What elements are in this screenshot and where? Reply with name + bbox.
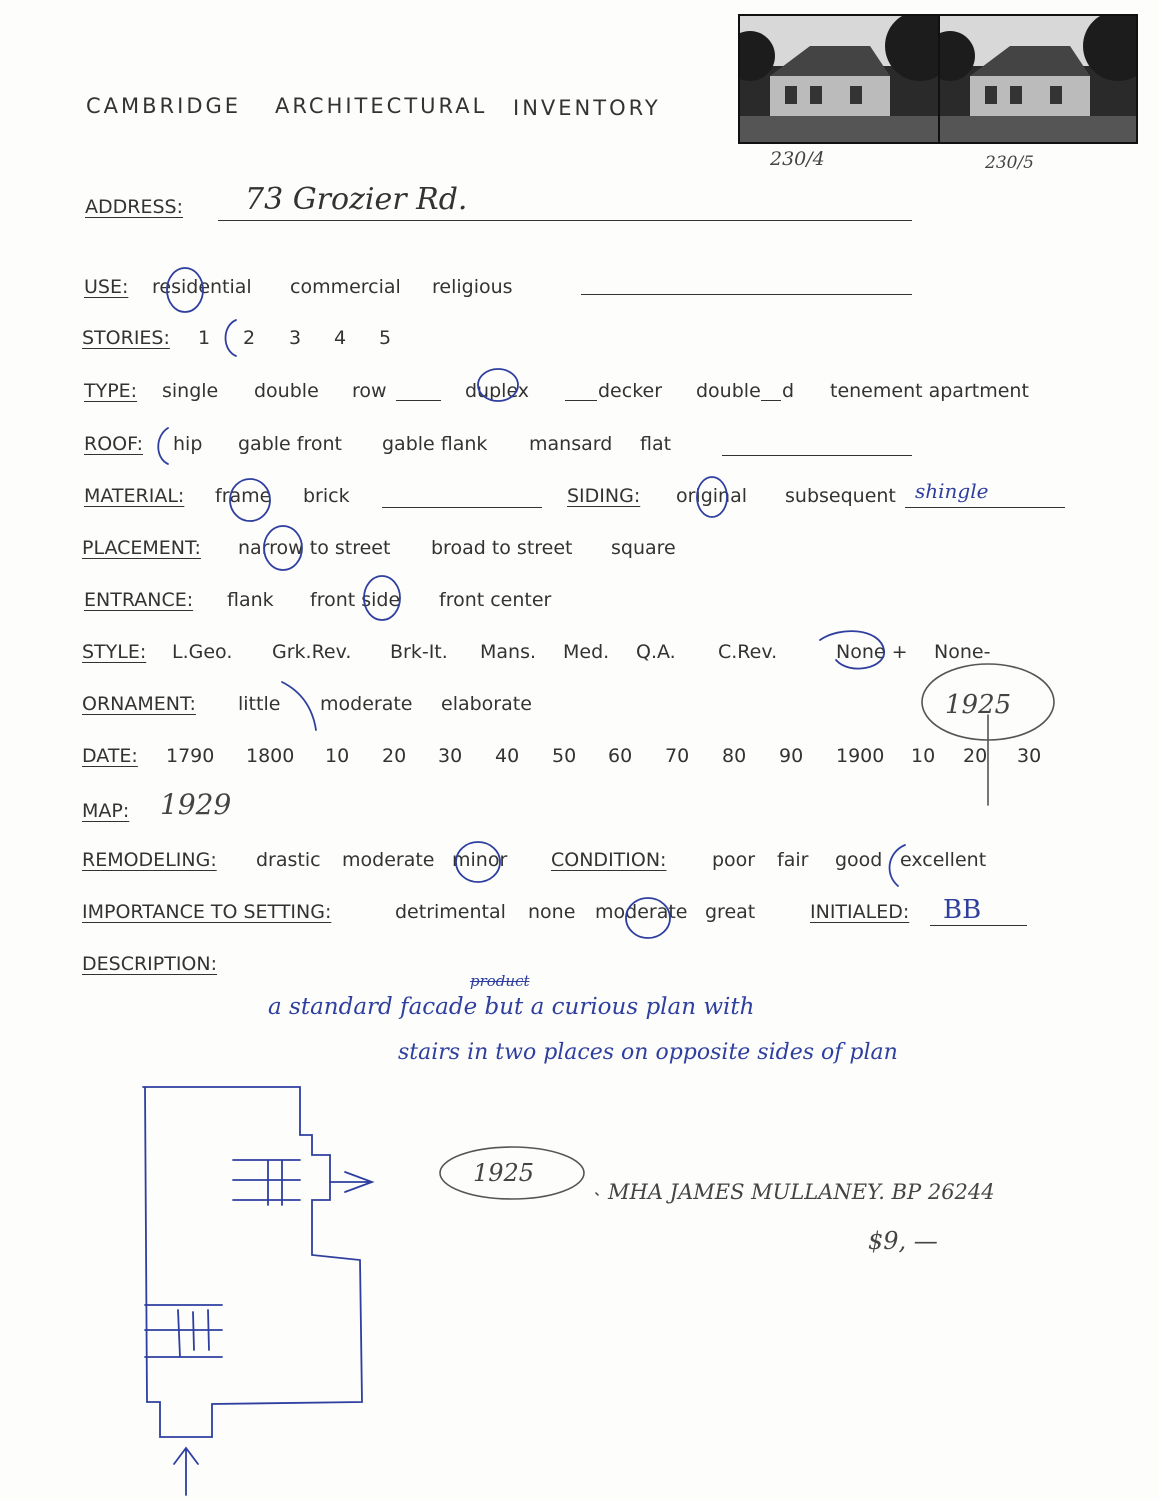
stories-1: 1 bbox=[198, 327, 211, 349]
type-d: d bbox=[782, 380, 795, 402]
address-label: ADDRESS: bbox=[85, 196, 183, 218]
map-row bbox=[0, 788, 1159, 832]
stories-4: 4 bbox=[334, 327, 347, 349]
style-mans: Mans. bbox=[480, 641, 537, 663]
remodeling-drastic: drastic bbox=[256, 849, 321, 871]
siding-line bbox=[905, 507, 1065, 508]
use-row bbox=[0, 276, 1159, 312]
ornament-little: little bbox=[238, 693, 281, 715]
map-label: MAP: bbox=[82, 800, 130, 822]
map-value: 1929 bbox=[160, 788, 232, 821]
date-1800: 1800 bbox=[246, 745, 295, 767]
description-line-1: a standard facade but a curious plan with bbox=[268, 994, 755, 1020]
style-lgeo: L.Geo. bbox=[172, 641, 233, 663]
condition-good: good bbox=[835, 849, 883, 871]
type-label: TYPE: bbox=[84, 380, 138, 402]
use-other-line bbox=[581, 294, 912, 295]
stories-label: STORIES: bbox=[82, 327, 170, 349]
material-frame: frame bbox=[215, 485, 272, 507]
date-60: 60 bbox=[608, 745, 633, 767]
initialed-line bbox=[930, 925, 1027, 926]
date-20: 20 bbox=[382, 745, 407, 767]
roof-flat: flat bbox=[640, 433, 672, 455]
roof-label: ROOF: bbox=[84, 433, 143, 455]
siding-label: SIDING: bbox=[567, 485, 641, 507]
material-row bbox=[0, 479, 1159, 521]
date-40: 40 bbox=[495, 745, 520, 767]
use-religious: religious bbox=[432, 276, 513, 298]
siding-handwritten: shingle bbox=[915, 479, 989, 503]
use-commercial: commercial bbox=[290, 276, 401, 298]
type-double: double bbox=[254, 380, 319, 402]
ornament-moderate: moderate bbox=[320, 693, 413, 715]
entrance-row bbox=[0, 589, 1159, 625]
importance-moderate: moderate bbox=[595, 901, 688, 923]
remodeling-row bbox=[0, 849, 1159, 885]
address-row bbox=[0, 182, 1159, 232]
date-1900: 1900 bbox=[836, 745, 885, 767]
condition-excellent: excellent bbox=[900, 849, 987, 871]
entrance-label: ENTRANCE: bbox=[84, 589, 194, 611]
siding-subsequent: subsequent bbox=[785, 485, 896, 507]
importance-label: IMPORTANCE TO SETTING: bbox=[82, 901, 332, 923]
description-struck-word: product bbox=[470, 972, 530, 990]
initialed-value: BB bbox=[943, 895, 982, 925]
date-80: 80 bbox=[722, 745, 747, 767]
style-label: STYLE: bbox=[82, 641, 147, 663]
placement-row bbox=[0, 537, 1159, 573]
style-brkit: Brk-It. bbox=[390, 641, 448, 663]
photo-right bbox=[938, 14, 1138, 144]
type-duplex: duplex bbox=[465, 380, 530, 402]
photo-number-left: 230/4 bbox=[770, 148, 825, 170]
date-70: 70 bbox=[665, 745, 690, 767]
ornament-elaborate: elaborate bbox=[441, 693, 532, 715]
ornament-circled-year: 1925 bbox=[945, 690, 1012, 720]
date-1920: 20 bbox=[963, 745, 988, 767]
importance-none: none bbox=[528, 901, 576, 923]
ornament-row bbox=[0, 690, 1159, 729]
placement-narrow: narrow to street bbox=[238, 537, 391, 559]
condition-label: CONDITION: bbox=[551, 849, 667, 871]
description-row bbox=[0, 953, 1159, 989]
date-1790: 1790 bbox=[166, 745, 215, 767]
entrance-front-side: front side bbox=[310, 589, 401, 611]
placement-square: square bbox=[611, 537, 676, 559]
notes-permit: MHA JAMES MULLANEY. BP 26244 bbox=[608, 1180, 995, 1204]
address-line bbox=[218, 220, 912, 221]
material-other-line bbox=[382, 507, 542, 508]
material-brick: brick bbox=[303, 485, 350, 507]
roof-gable-front: gable front bbox=[238, 433, 342, 455]
remodeling-label: REMODELING: bbox=[82, 849, 217, 871]
ornament-label: ORNAMENT: bbox=[82, 693, 196, 715]
type-row bbox=[0, 380, 1159, 416]
importance-detrimental: detrimental bbox=[395, 901, 506, 923]
type-double-d-line bbox=[761, 400, 781, 401]
roof-hip: hip bbox=[173, 433, 203, 455]
type-double-d: double bbox=[696, 380, 761, 402]
photo-left bbox=[738, 14, 940, 144]
date-50: 50 bbox=[552, 745, 577, 767]
entrance-front-center: front center bbox=[439, 589, 552, 611]
importance-row bbox=[0, 895, 1159, 937]
date-10: 10 bbox=[325, 745, 350, 767]
description-line-2: stairs in two places on opposite sides of plan bbox=[398, 1040, 898, 1065]
roof-row bbox=[0, 433, 1159, 469]
style-none-minus: None- bbox=[934, 641, 991, 663]
address-value: 73 Grozier Rd. bbox=[245, 182, 468, 217]
material-label: MATERIAL: bbox=[84, 485, 185, 507]
roof-gable-flank: gable flank bbox=[382, 433, 488, 455]
date-label: DATE: bbox=[82, 745, 138, 767]
remodeling-moderate: moderate bbox=[342, 849, 435, 871]
date-row bbox=[0, 745, 1159, 781]
use-label: USE: bbox=[84, 276, 129, 298]
roof-mansard: mansard bbox=[529, 433, 613, 455]
condition-poor: poor bbox=[712, 849, 756, 871]
roof-other-line bbox=[722, 455, 912, 456]
style-qa: Q.A. bbox=[636, 641, 676, 663]
stories-3: 3 bbox=[289, 327, 302, 349]
entrance-flank: flank bbox=[227, 589, 274, 611]
type-single: single bbox=[162, 380, 219, 402]
floor-plan-sketch bbox=[143, 1087, 372, 1495]
style-crev: C.Rev. bbox=[718, 641, 778, 663]
type-decker: decker bbox=[598, 380, 663, 402]
type-tenement-apartment: tenement apartment bbox=[830, 380, 1029, 402]
placement-broad: broad to street bbox=[431, 537, 573, 559]
header-title-architectural: ARCHITECTURAL bbox=[275, 94, 488, 118]
photo-number-right: 230/5 bbox=[985, 153, 1034, 173]
type-decker-line bbox=[565, 400, 597, 401]
date-1930: 30 bbox=[1017, 745, 1042, 767]
initialed-label: INITIALED: bbox=[810, 901, 910, 923]
placement-label: PLACEMENT: bbox=[82, 537, 201, 559]
type-row-option: row bbox=[352, 380, 387, 402]
style-row bbox=[0, 641, 1159, 677]
style-grkrev: Grk.Rev. bbox=[272, 641, 352, 663]
header-title-inventory: INVENTORY bbox=[513, 96, 661, 120]
header-title-cambridge: CAMBRIDGE bbox=[86, 94, 242, 118]
use-residential: residential bbox=[152, 276, 252, 298]
siding-original: original bbox=[676, 485, 748, 507]
date-90: 90 bbox=[779, 745, 804, 767]
notes-circled-year: 1925 bbox=[473, 1159, 535, 1187]
stories-row bbox=[0, 327, 1159, 363]
condition-fair: fair bbox=[777, 849, 809, 871]
notes-cost: $9, — bbox=[868, 1227, 938, 1255]
date-1910: 10 bbox=[911, 745, 936, 767]
stories-5: 5 bbox=[379, 327, 392, 349]
type-row-line bbox=[396, 400, 441, 401]
remodeling-minor: minor bbox=[452, 849, 508, 871]
stories-2: 2 bbox=[243, 327, 256, 349]
description-label: DESCRIPTION: bbox=[82, 953, 218, 975]
style-none-plus: None + bbox=[836, 641, 908, 663]
importance-great: great bbox=[705, 901, 756, 923]
date-30: 30 bbox=[438, 745, 463, 767]
style-med: Med. bbox=[563, 641, 610, 663]
